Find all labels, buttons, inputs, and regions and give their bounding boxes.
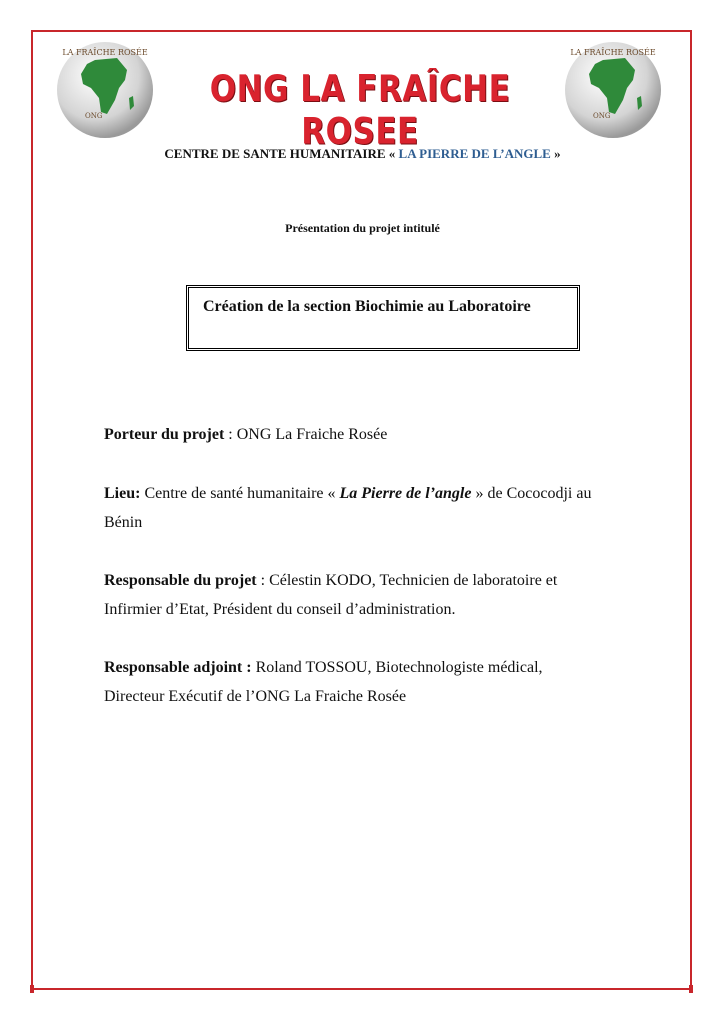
responsable-line2: Infirmier d’Etat, Président du conseil d’administration. bbox=[104, 601, 456, 618]
porteur-paragraph bbox=[104, 420, 644, 449]
lieu-prefix: Centre de santé humanitaire « bbox=[140, 485, 340, 502]
organization-title: ONG LA FRAÎCHE ROSEE bbox=[209, 68, 511, 153]
center-highlight: LA PIERRE DE L’ANGLE bbox=[398, 146, 551, 161]
adjoint-value: Roland TOSSOU, Biotechnologiste médical, bbox=[251, 659, 543, 676]
adjoint-line2: Directeur Exécutif de l’ONG La Fraiche Rosée bbox=[104, 688, 407, 705]
responsable-label: Responsable du projet bbox=[104, 572, 257, 589]
porteur-label: Porteur du projet bbox=[104, 426, 225, 443]
center-prefix: CENTRE DE SANTE HUMANITAIRE « bbox=[164, 146, 399, 161]
globe-africa-logo-left bbox=[55, 40, 155, 140]
logo-text-bottom: ONG bbox=[593, 112, 611, 120]
logo-text-bottom: ONG bbox=[85, 112, 103, 120]
frame-corner-mark-left bbox=[30, 985, 34, 993]
responsable-value: : Célestin KODO, Technicien de laboratoire et bbox=[256, 572, 558, 589]
lieu-line2: Bénin bbox=[104, 514, 143, 531]
lieu-label: Lieu: bbox=[104, 485, 141, 502]
intro-text: Présentation du projet intitulé bbox=[285, 221, 440, 235]
center-suffix: » bbox=[550, 146, 561, 161]
logo-text-top: LA FRAÎCHE ROSÉE bbox=[62, 48, 148, 57]
globe-africa-logo-right bbox=[563, 40, 663, 140]
porteur-value: : ONG La Fraiche Rosée bbox=[224, 426, 388, 443]
lieu-paragraph bbox=[104, 479, 644, 537]
lieu-suffix: » de Cococodji au bbox=[471, 485, 592, 502]
center-name bbox=[0, 146, 725, 162]
project-title: Création de la section Biochimie au Laboratoire bbox=[203, 298, 531, 315]
adjoint-label: Responsable adjoint : bbox=[104, 659, 252, 676]
project-title-box bbox=[186, 285, 580, 351]
responsable-paragraph bbox=[104, 566, 644, 624]
logo-text-top: LA FRAÎCHE ROSÉE bbox=[570, 48, 656, 57]
lieu-italic: La Pierre de l’angle bbox=[339, 485, 472, 502]
frame-corner-mark-right bbox=[689, 985, 693, 993]
adjoint-paragraph bbox=[104, 653, 644, 711]
